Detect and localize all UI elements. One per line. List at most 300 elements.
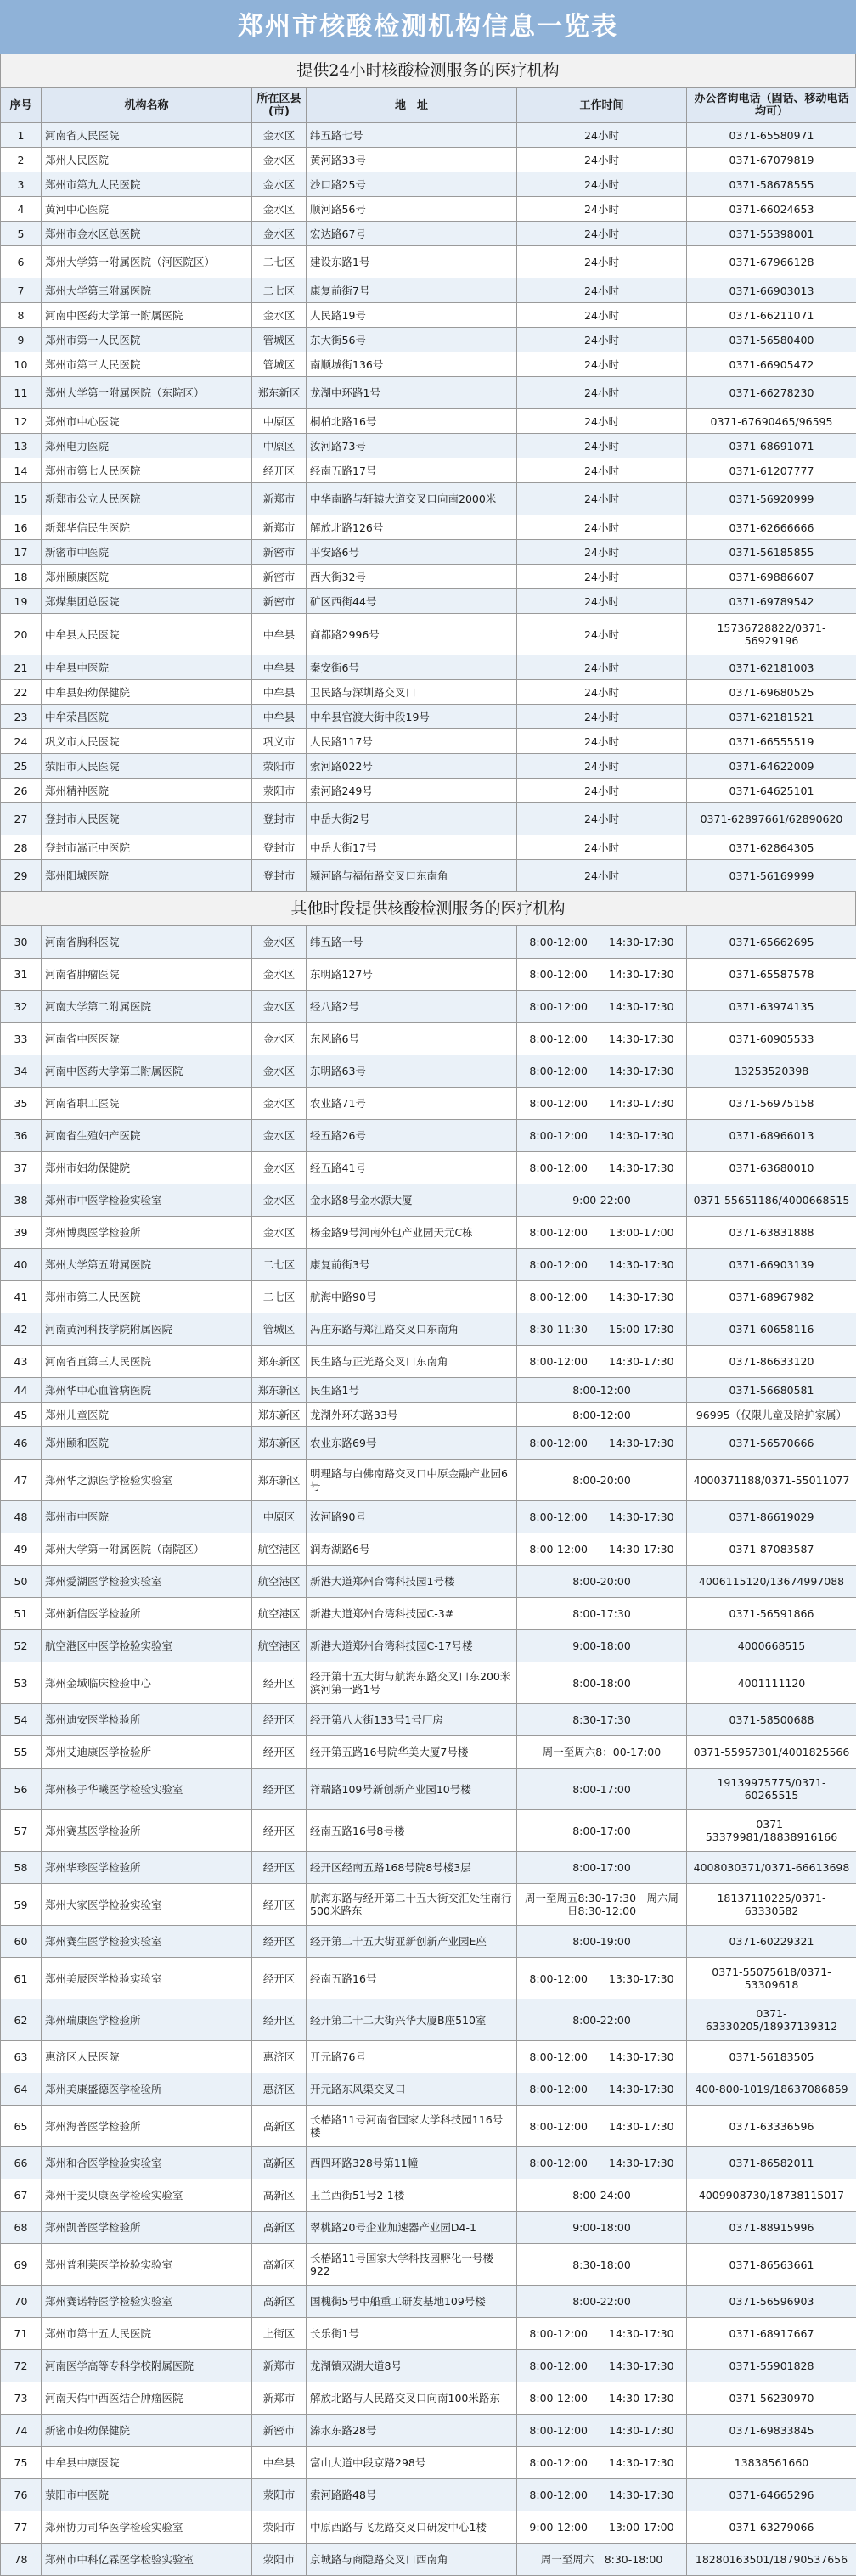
cell-phone: 0371-65580971 <box>687 123 856 148</box>
cell-phone: 0371-56169999 <box>687 860 856 892</box>
cell-district: 二七区 <box>252 1281 307 1313</box>
cell-phone: 0371-61207777 <box>687 458 856 483</box>
cell-hours: 24小时 <box>517 377 687 409</box>
cell-phone: 0371-56975158 <box>687 1088 856 1120</box>
header-address: 地 址 <box>307 88 517 123</box>
cell-district: 管城区 <box>252 328 307 352</box>
cell-hours: 24小时 <box>517 222 687 246</box>
table-row <box>1 2106 856 2147</box>
cell-district: 高新区 <box>252 2244 307 2286</box>
cell-phone: 0371-62181003 <box>687 655 856 680</box>
cell-phone: 0371-68966013 <box>687 1120 856 1152</box>
cell-phone: 0371-66024653 <box>687 197 856 222</box>
cell-district: 金水区 <box>252 1023 307 1055</box>
cell-phone: 0371-56920999 <box>687 483 856 515</box>
cell-hours: 8:00-12:00 14:30-17:30 <box>517 2350 687 2382</box>
cell-no: 3 <box>1 172 42 197</box>
cell-phone: 0371-64665296 <box>687 2479 856 2511</box>
cell-district: 经开区 <box>252 1704 307 1736</box>
cell-name: 郑州海普医学检验所 <box>42 2106 252 2147</box>
table-row <box>1 655 856 680</box>
cell-hours: 24小时 <box>517 779 687 803</box>
cell-hours: 8:00-12:00 14:30-17:30 <box>517 959 687 991</box>
table-row <box>1 1184 856 1217</box>
table-row <box>1 1810 856 1852</box>
cell-hours: 8:00-12:00 14:30-17:30 <box>517 2415 687 2447</box>
table-row <box>1 303 856 328</box>
header-hours: 工作时间 <box>517 88 687 123</box>
section-title-24h: 提供24小时核酸检测服务的医疗机构 <box>0 54 856 87</box>
cell-phone: 0371-86563661 <box>687 2244 856 2286</box>
cell-name: 郑州美辰医学检验实验室 <box>42 1958 252 1999</box>
table-body-24h <box>1 123 856 892</box>
cell-district: 惠济区 <box>252 2073 307 2106</box>
cell-phone: 0371-55075618/0371-53309618 <box>687 1958 856 1999</box>
cell-phone: 0371-60229321 <box>687 1926 856 1958</box>
table-row <box>1 1120 856 1152</box>
cell-name: 河南省肿瘤医院 <box>42 959 252 991</box>
cell-phone: 0371-66555519 <box>687 729 856 754</box>
cell-address: 南顺城街136号 <box>307 352 517 377</box>
table-row <box>1 377 856 409</box>
cell-hours: 24小时 <box>517 352 687 377</box>
cell-no: 62 <box>1 1999 42 2041</box>
cell-district: 郑东新区 <box>252 1460 307 1501</box>
cell-no: 24 <box>1 729 42 754</box>
cell-no: 9 <box>1 328 42 352</box>
cell-phone: 0371-56570666 <box>687 1427 856 1460</box>
cell-name: 河南黄河科技学院附属医院 <box>42 1313 252 1346</box>
cell-phone: 4000371188/0371-55011077 <box>687 1460 856 1501</box>
table-row <box>1 2511 856 2544</box>
cell-name: 郑州赛诺特医学检验实验室 <box>42 2286 252 2318</box>
cell-address: 经南五路17号 <box>307 458 517 483</box>
cell-hours: 8:00-12:00 14:30-17:30 <box>517 1346 687 1378</box>
cell-address: 中岳大街17号 <box>307 835 517 860</box>
cell-district: 新密市 <box>252 2415 307 2447</box>
cell-district: 金水区 <box>252 1055 307 1088</box>
cell-address: 人民路117号 <box>307 729 517 754</box>
cell-district: 中牟县 <box>252 614 307 655</box>
cell-no: 76 <box>1 2479 42 2511</box>
cell-hours: 24小时 <box>517 123 687 148</box>
table-body-other <box>1 926 856 2576</box>
cell-hours: 24小时 <box>517 565 687 589</box>
cell-address: 新港大道郑州台湾科技园C-17号楼 <box>307 1630 517 1662</box>
header-no: 序号 <box>1 88 42 123</box>
cell-address: 经开第五路16号院华美大厦7号楼 <box>307 1736 517 1769</box>
table-row <box>1 2073 856 2106</box>
cell-hours: 24小时 <box>517 754 687 779</box>
cell-hours: 8:00-20:00 <box>517 1566 687 1598</box>
cell-no: 11 <box>1 377 42 409</box>
cell-hours: 24小时 <box>517 409 687 434</box>
cell-hours: 24小时 <box>517 458 687 483</box>
cell-phone: 0371-56591866 <box>687 1598 856 1630</box>
cell-name: 郑州颐和医院 <box>42 1427 252 1460</box>
cell-district: 高新区 <box>252 2106 307 2147</box>
cell-address: 经开第十五大街与航海东路交叉口东200米滨河第一路1号 <box>307 1662 517 1704</box>
cell-district: 经开区 <box>252 1926 307 1958</box>
cell-no: 61 <box>1 1958 42 1999</box>
table-row <box>1 1427 856 1460</box>
cell-name: 航空港区中医学检验实验室 <box>42 1630 252 1662</box>
cell-hours: 8:30-11:30 15:00-17:30 <box>517 1313 687 1346</box>
cell-phone: 0371-67966128 <box>687 246 856 278</box>
cell-hours: 24小时 <box>517 729 687 754</box>
cell-no: 25 <box>1 754 42 779</box>
table-other <box>0 925 856 2576</box>
cell-address: 龙湖外环东路33号 <box>307 1403 517 1427</box>
page-title: 郑州市核酸检测机构信息一览表 <box>0 0 856 54</box>
cell-name: 郑州市中医院 <box>42 1501 252 1533</box>
cell-address: 溱水东路28号 <box>307 2415 517 2447</box>
cell-name: 黄河中心医院 <box>42 197 252 222</box>
cell-hours: 8:30-18:00 <box>517 2244 687 2286</box>
cell-hours: 24小时 <box>517 860 687 892</box>
cell-name: 河南中医药大学第一附属医院 <box>42 303 252 328</box>
cell-address: 民生路与正光路交叉口东南角 <box>307 1346 517 1378</box>
cell-district: 荥阳市 <box>252 754 307 779</box>
cell-hours: 24小时 <box>517 483 687 515</box>
cell-no: 72 <box>1 2350 42 2382</box>
cell-address: 经八路2号 <box>307 991 517 1023</box>
cell-name: 河南省中医医院 <box>42 1023 252 1055</box>
cell-address: 解放北路126号 <box>307 515 517 540</box>
cell-hours: 8:30-17:30 <box>517 1704 687 1736</box>
cell-phone: 0371-69886607 <box>687 565 856 589</box>
table-row <box>1 197 856 222</box>
cell-address: 富山大道中段京路298号 <box>307 2447 517 2479</box>
cell-name: 郑州赛生医学检验实验室 <box>42 1926 252 1958</box>
cell-address: 东大街56号 <box>307 328 517 352</box>
table-row <box>1 540 856 565</box>
cell-address: 经五路41号 <box>307 1152 517 1184</box>
cell-no: 53 <box>1 1662 42 1704</box>
cell-phone: 0371-66211071 <box>687 303 856 328</box>
cell-phone: 0371-56680581 <box>687 1378 856 1403</box>
table-row <box>1 278 856 303</box>
cell-hours: 8:00-12:00 14:30-17:30 <box>517 1088 687 1120</box>
cell-phone: 0371-64625101 <box>687 779 856 803</box>
cell-name: 郑州新信医学检验所 <box>42 1598 252 1630</box>
cell-name: 河南省人民医院 <box>42 123 252 148</box>
cell-no: 14 <box>1 458 42 483</box>
cell-address: 农业东路69号 <box>307 1427 517 1460</box>
cell-no: 13 <box>1 434 42 458</box>
cell-hours: 8:00-17:00 <box>517 1769 687 1810</box>
table-row <box>1 2318 856 2350</box>
table-row <box>1 2415 856 2447</box>
cell-district: 管城区 <box>252 352 307 377</box>
cell-hours: 8:00-12:00 14:30-17:30 <box>517 1533 687 1566</box>
cell-hours: 8:00-12:00 13:30-17:30 <box>517 1958 687 1999</box>
cell-hours: 8:00-12:00 13:00-17:00 <box>517 1217 687 1249</box>
cell-no: 5 <box>1 222 42 246</box>
cell-phone: 18137110225/0371-63330582 <box>687 1884 856 1926</box>
cell-no: 59 <box>1 1884 42 1926</box>
cell-name: 郑州金域临床检验中心 <box>42 1662 252 1704</box>
cell-name: 荥阳市人民医院 <box>42 754 252 779</box>
cell-district: 荥阳市 <box>252 2479 307 2511</box>
cell-no: 73 <box>1 2382 42 2415</box>
table-row <box>1 803 856 835</box>
table-row <box>1 246 856 278</box>
cell-hours: 周一至周六 8:30-18:00 <box>517 2544 687 2576</box>
cell-district: 郑东新区 <box>252 1427 307 1460</box>
table-row <box>1 2382 856 2415</box>
cell-no: 4 <box>1 197 42 222</box>
cell-phone: 18280163501/18790537656 <box>687 2544 856 2576</box>
cell-hours: 8:00-22:00 <box>517 2286 687 2318</box>
cell-district: 金水区 <box>252 123 307 148</box>
cell-address: 玉兰西街51号2-1楼 <box>307 2179 517 2212</box>
cell-no: 68 <box>1 2212 42 2244</box>
cell-district: 新郑市 <box>252 2382 307 2415</box>
cell-address: 翠桃路20号企业加速器产业园D4-1 <box>307 2212 517 2244</box>
cell-address: 中牟县官渡大街中段19号 <box>307 705 517 729</box>
cell-address: 新港大道郑州台湾科技园C-3# <box>307 1598 517 1630</box>
cell-no: 41 <box>1 1281 42 1313</box>
table-row <box>1 1055 856 1088</box>
cell-address: 解放北路与人民路交叉口向南100米路东 <box>307 2382 517 2415</box>
cell-address: 航海中路90号 <box>307 1281 517 1313</box>
cell-no: 10 <box>1 352 42 377</box>
cell-hours: 8:00-17:00 <box>517 1852 687 1884</box>
cell-address: 明理路与白佛南路交叉口中原金融产业园6号 <box>307 1460 517 1501</box>
cell-address: 长椿路11号国家大学科技园孵化一号楼922 <box>307 2244 517 2286</box>
cell-no: 71 <box>1 2318 42 2350</box>
table-row <box>1 1662 856 1704</box>
cell-district: 巩义市 <box>252 729 307 754</box>
cell-hours: 8:00-12:00 14:30-17:30 <box>517 2479 687 2511</box>
cell-no: 50 <box>1 1566 42 1598</box>
cell-address: 康复前街3号 <box>307 1249 517 1281</box>
table-row <box>1 705 856 729</box>
cell-district: 经开区 <box>252 1958 307 1999</box>
cell-name: 郑州市中科亿霖医学检验实验室 <box>42 2544 252 2576</box>
cell-no: 40 <box>1 1249 42 1281</box>
cell-no: 63 <box>1 2041 42 2073</box>
cell-district: 登封市 <box>252 860 307 892</box>
cell-name: 郑州市第三人民医院 <box>42 352 252 377</box>
cell-no: 74 <box>1 2415 42 2447</box>
cell-district: 高新区 <box>252 2212 307 2244</box>
cell-name: 郑州市金水区总医院 <box>42 222 252 246</box>
table-row <box>1 2179 856 2212</box>
table-row <box>1 1630 856 1662</box>
cell-name: 郑州大学第一附属医院（南院区） <box>42 1533 252 1566</box>
cell-phone: 0371-63974135 <box>687 991 856 1023</box>
table-row <box>1 1852 856 1884</box>
header-name: 机构名称 <box>42 88 252 123</box>
cell-phone: 0371-66278230 <box>687 377 856 409</box>
table-row <box>1 328 856 352</box>
cell-district: 金水区 <box>252 1184 307 1217</box>
cell-address: 东风路6号 <box>307 1023 517 1055</box>
cell-no: 26 <box>1 779 42 803</box>
cell-no: 54 <box>1 1704 42 1736</box>
cell-no: 1 <box>1 123 42 148</box>
table-row <box>1 2041 856 2073</box>
cell-district: 经开区 <box>252 1884 307 1926</box>
cell-district: 中原区 <box>252 434 307 458</box>
cell-name: 郑州市第九人民医院 <box>42 172 252 197</box>
cell-district: 新密市 <box>252 565 307 589</box>
cell-name: 郑州颐康医院 <box>42 565 252 589</box>
cell-hours: 8:00-12:00 14:30-17:30 <box>517 1120 687 1152</box>
cell-district: 新密市 <box>252 589 307 614</box>
cell-hours: 8:00-12:00 14:30-17:30 <box>517 2447 687 2479</box>
cell-no: 31 <box>1 959 42 991</box>
cell-address: 东明路127号 <box>307 959 517 991</box>
cell-phone: 0371-65662695 <box>687 926 856 959</box>
cell-no: 22 <box>1 680 42 705</box>
cell-district: 金水区 <box>252 991 307 1023</box>
cell-no: 23 <box>1 705 42 729</box>
cell-address: 中原西路与飞龙路交叉口研发中心1楼 <box>307 2511 517 2544</box>
cell-hours: 8:00-12:00 14:30-17:30 <box>517 2382 687 2415</box>
cell-name: 中牟县人民医院 <box>42 614 252 655</box>
cell-phone: 0371-62864305 <box>687 835 856 860</box>
cell-name: 郑州博奥医学检验所 <box>42 1217 252 1249</box>
cell-district: 荥阳市 <box>252 2511 307 2544</box>
table-row <box>1 926 856 959</box>
cell-district: 中牟县 <box>252 655 307 680</box>
cell-district: 经开区 <box>252 1852 307 1884</box>
table-row <box>1 1088 856 1120</box>
cell-district: 金水区 <box>252 172 307 197</box>
section-title-other: 其他时段提供核酸检测服务的医疗机构 <box>0 892 856 925</box>
cell-phone: 13253520398 <box>687 1055 856 1088</box>
cell-no: 12 <box>1 409 42 434</box>
cell-no: 17 <box>1 540 42 565</box>
cell-hours: 8:00-12:00 14:30-17:30 <box>517 991 687 1023</box>
cell-district: 荥阳市 <box>252 779 307 803</box>
cell-no: 78 <box>1 2544 42 2576</box>
cell-phone: 400-800-1019/18637086859 <box>687 2073 856 2106</box>
cell-name: 郑州华之源医学检验实验室 <box>42 1460 252 1501</box>
cell-name: 郑煤集团总医院 <box>42 589 252 614</box>
cell-phone: 0371-64622009 <box>687 754 856 779</box>
table-row <box>1 614 856 655</box>
table-header-row <box>1 88 856 123</box>
cell-hours: 24小时 <box>517 680 687 705</box>
cell-name: 河南省生殖妇产医院 <box>42 1120 252 1152</box>
cell-name: 中牟县中医院 <box>42 655 252 680</box>
cell-phone: 0371-69789542 <box>687 589 856 614</box>
table-row <box>1 1769 856 1810</box>
cell-phone: 19139975775/0371-60265515 <box>687 1769 856 1810</box>
cell-no: 49 <box>1 1533 42 1566</box>
cell-address: 索河路249号 <box>307 779 517 803</box>
cell-name: 河南医学高等专科学校附属医院 <box>42 2350 252 2382</box>
table-row <box>1 1736 856 1769</box>
cell-phone: 4001111120 <box>687 1662 856 1704</box>
table-row <box>1 1958 856 1999</box>
cell-hours: 24小时 <box>517 803 687 835</box>
cell-address: 杨金路9号河南外包产业园天元C栋 <box>307 1217 517 1249</box>
cell-address: 长椿路11号河南省国家大学科技园116号楼 <box>307 2106 517 2147</box>
cell-phone: 0371-66903139 <box>687 1249 856 1281</box>
cell-district: 金水区 <box>252 197 307 222</box>
cell-address: 长乐街1号 <box>307 2318 517 2350</box>
cell-address: 汝河路90号 <box>307 1501 517 1533</box>
table-row <box>1 2147 856 2179</box>
cell-name: 郑州赛基医学检验所 <box>42 1810 252 1852</box>
cell-address: 颍河路与福佑路交叉口东南角 <box>307 860 517 892</box>
cell-hours: 8:00-18:00 <box>517 1662 687 1704</box>
cell-no: 37 <box>1 1152 42 1184</box>
cell-no: 29 <box>1 860 42 892</box>
cell-phone: 0371-68691071 <box>687 434 856 458</box>
cell-name: 郑州大学第五附属医院 <box>42 1249 252 1281</box>
cell-phone: 0371-56185855 <box>687 540 856 565</box>
cell-name: 郑州普利莱医学检验实验室 <box>42 2244 252 2286</box>
cell-district: 郑东新区 <box>252 1403 307 1427</box>
table-row <box>1 434 856 458</box>
cell-phone: 0371-55651186/4000668515 <box>687 1184 856 1217</box>
cell-hours: 24小时 <box>517 148 687 172</box>
cell-address: 索河路022号 <box>307 754 517 779</box>
cell-district: 金水区 <box>252 926 307 959</box>
cell-no: 39 <box>1 1217 42 1249</box>
table-row <box>1 222 856 246</box>
cell-address: 矿区西街44号 <box>307 589 517 614</box>
cell-address: 航海东路与经开第二十五大街交汇处往南行500米路东 <box>307 1884 517 1926</box>
cell-name: 郑州市中医学检验实验室 <box>42 1184 252 1217</box>
cell-phone: 0371-55901828 <box>687 2350 856 2382</box>
cell-address: 经开第二十二大街兴华大厦B座510室 <box>307 1999 517 2041</box>
table-row <box>1 1884 856 1926</box>
cell-hours: 9:00-18:00 <box>517 2212 687 2244</box>
table-row <box>1 172 856 197</box>
cell-address: 金水路8号金水源大厦 <box>307 1184 517 1217</box>
cell-hours: 9:00-12:00 13:00-17:00 <box>517 2511 687 2544</box>
cell-phone: 0371-58678555 <box>687 172 856 197</box>
cell-hours: 9:00-22:00 <box>517 1184 687 1217</box>
cell-hours: 8:00-12:00 <box>517 1403 687 1427</box>
cell-name: 河南省胸科医院 <box>42 926 252 959</box>
cell-no: 33 <box>1 1023 42 1055</box>
cell-name: 郑州大学第三附属医院 <box>42 278 252 303</box>
cell-address: 新港大道郑州台湾科技园1号楼 <box>307 1566 517 1598</box>
cell-name: 中牟荣昌医院 <box>42 705 252 729</box>
cell-address: 西四环路328号第11幢 <box>307 2147 517 2179</box>
cell-hours: 8:00-12:00 14:30-17:30 <box>517 1427 687 1460</box>
cell-no: 42 <box>1 1313 42 1346</box>
cell-district: 经开区 <box>252 458 307 483</box>
cell-phone: 0371-67690465/96595 <box>687 409 856 434</box>
cell-district: 中原区 <box>252 409 307 434</box>
cell-phone: 4009908730/18738115017 <box>687 2179 856 2212</box>
cell-address: 宏达路67号 <box>307 222 517 246</box>
cell-address: 黄河路33号 <box>307 148 517 172</box>
cell-hours: 24小时 <box>517 515 687 540</box>
cell-hours: 24小时 <box>517 172 687 197</box>
table-row <box>1 1598 856 1630</box>
cell-name: 郑州市第一人民医院 <box>42 328 252 352</box>
table-row <box>1 779 856 803</box>
cell-address: 康复前街7号 <box>307 278 517 303</box>
cell-no: 20 <box>1 614 42 655</box>
cell-no: 58 <box>1 1852 42 1884</box>
table-row <box>1 1501 856 1533</box>
cell-address: 汝河路73号 <box>307 434 517 458</box>
cell-address: 经开第二十五大街亚新创新产业园E座 <box>307 1926 517 1958</box>
cell-district: 中牟县 <box>252 2447 307 2479</box>
table-row <box>1 2286 856 2318</box>
